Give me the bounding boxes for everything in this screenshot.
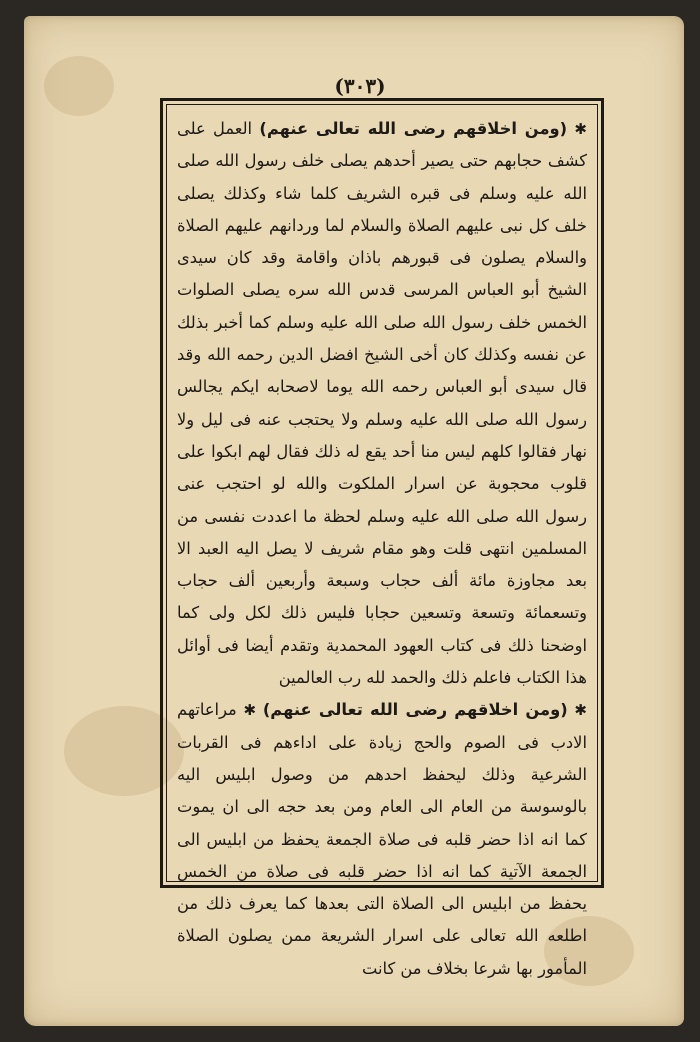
section-marker-icon: ✱	[243, 701, 257, 720]
text-frame	[160, 98, 604, 978]
section-body: مراعاتهم الادب فى الصوم والحج زيادة على اداءهم فى القربات الشرعية وذلك ليحفظ احدهم من وصول ابليس اليه بالوسوسة من العام الى العام ومن بعد حجه الى ان يموت كما انه اذا حضر قلبه فى صلاة الجمعة يحفظ من ابليس الى الجمعة الآتية كما انه اذا حضر قلبه فى صلاة من الخمس يحفظ من ابليس الى الصلاة التى بعدها كما يعرف ذلك من اطلعه الله تعالى على اسرار الشريعة ممن يصلون الصلاة المأمور بها شرعا بخلاف من كانت	[177, 700, 587, 978]
paragraph-1	[177, 113, 587, 694]
paragraph-2	[177, 694, 587, 985]
section-heading: (ومن اخلاقهم رضى الله تعالى عنهم)	[262, 700, 568, 720]
section-marker-icon: ✱	[574, 701, 587, 720]
section-marker-icon: ✱	[574, 120, 587, 138]
paper-stain	[44, 56, 114, 116]
section-body: العمل على كشف حجابهم حتى يصير أحدهم يصلى خلف رسول الله صلى الله عليه وسلم فى قبره الشريف كلما شاء وكذلك يصلى خلف كل نبى عليهم الصلاة والسلام لما وردانهم عليهم الصلاة والسلام يصلون فى قبورهم باذان واقامة وقد كان سيدى الشيخ أبو العباس المرسى قدس الله سره يصلى الصلوات الخمس خلف رسول الله صلى الله عليه وسلم كما أخبر بذلك عن نفسه وكذلك كان أخى الشيخ افضل الدين رحمه الله وقد قال سيدى أبو العباس رحمه الله يوما لاصحابه ايكم يجالس رسول الله صلى الله عليه وسلم ولا يحتجب عنه فى ليل ولا نهار فقالوا كلهم ليس منا أحد يقع له ذلك فقال لهم ابكوا على قلوب محجوبة عن اسرار الملكوت والله لو احتجب عنى رسول الله صلى الله عليه وسلم لحظة ما اعددت نفسى من المسلمين انتهى قلت وهو مقام شريف لا يصل اليه العبد الا بعد مجاوزة مائة ألف حجاب وسبعة وأربعين ألف حجاب وتسعمائة وتسعة وتسعين حجابا فليس ذلك لكل ولى كما اوضحنا ذلك فى كتاب العهود المحمدية وتقدم أيضا فى أوائل هذا الكتاب فاعلم ذلك والحمد لله رب العالمين	[177, 119, 587, 688]
page-number: (۳۰۳)	[334, 74, 386, 98]
main-text	[177, 113, 587, 978]
section-heading: (ومن اخلاقهم رضى الله تعالى عنهم)	[259, 119, 568, 138]
